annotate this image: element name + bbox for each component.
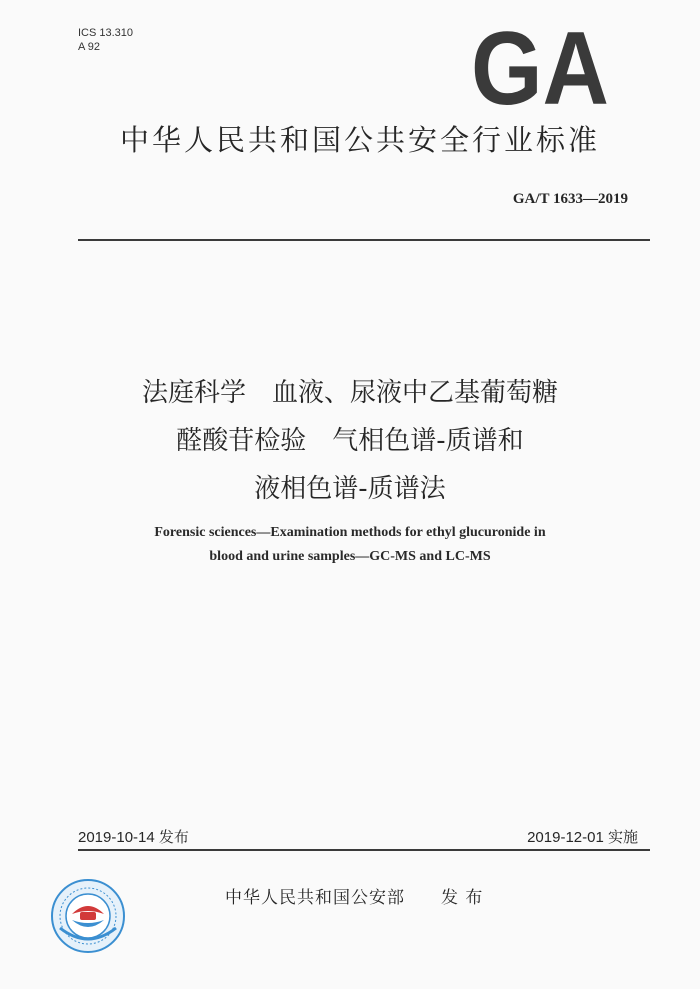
- english-title: [60, 521, 640, 569]
- issue-date: 2019-10-14 发布: [78, 829, 189, 846]
- org-title: 中华人民共和国公共安全行业标准: [119, 123, 600, 157]
- ics-code: ICS 13.310: [78, 27, 134, 39]
- chinese-title: [40, 369, 660, 513]
- english-title-line-1: Forensic sciences—Examination methods for ethyl glucuronide in: [154, 525, 546, 540]
- chinese-title-line-3: 液相色谱-质谱法: [254, 474, 446, 504]
- ga-logo: [470, 11, 610, 127]
- logo-text: GA: [471, 11, 609, 127]
- ccs-code: A 92: [78, 41, 101, 53]
- top-divider: [78, 239, 650, 241]
- issuing-authority: 中华人民共和国公安部 发 布: [225, 888, 484, 908]
- standard-number: GA/T 1633—2019: [512, 191, 628, 207]
- english-title-line-2: blood and urine samples—GC-MS and LC-MS: [209, 549, 491, 564]
- classification-codes: [78, 26, 133, 54]
- anti-counterfeit-seal-icon: [50, 878, 126, 954]
- implementation-date: 2019-12-01 实施: [527, 829, 638, 846]
- bottom-divider: [78, 849, 650, 851]
- chinese-title-line-1: 法庭科学 血液、尿液中乙基葡萄糖: [141, 378, 558, 408]
- chinese-title-line-2: 醛酸苷检验 气相色谱-质谱和: [176, 426, 524, 456]
